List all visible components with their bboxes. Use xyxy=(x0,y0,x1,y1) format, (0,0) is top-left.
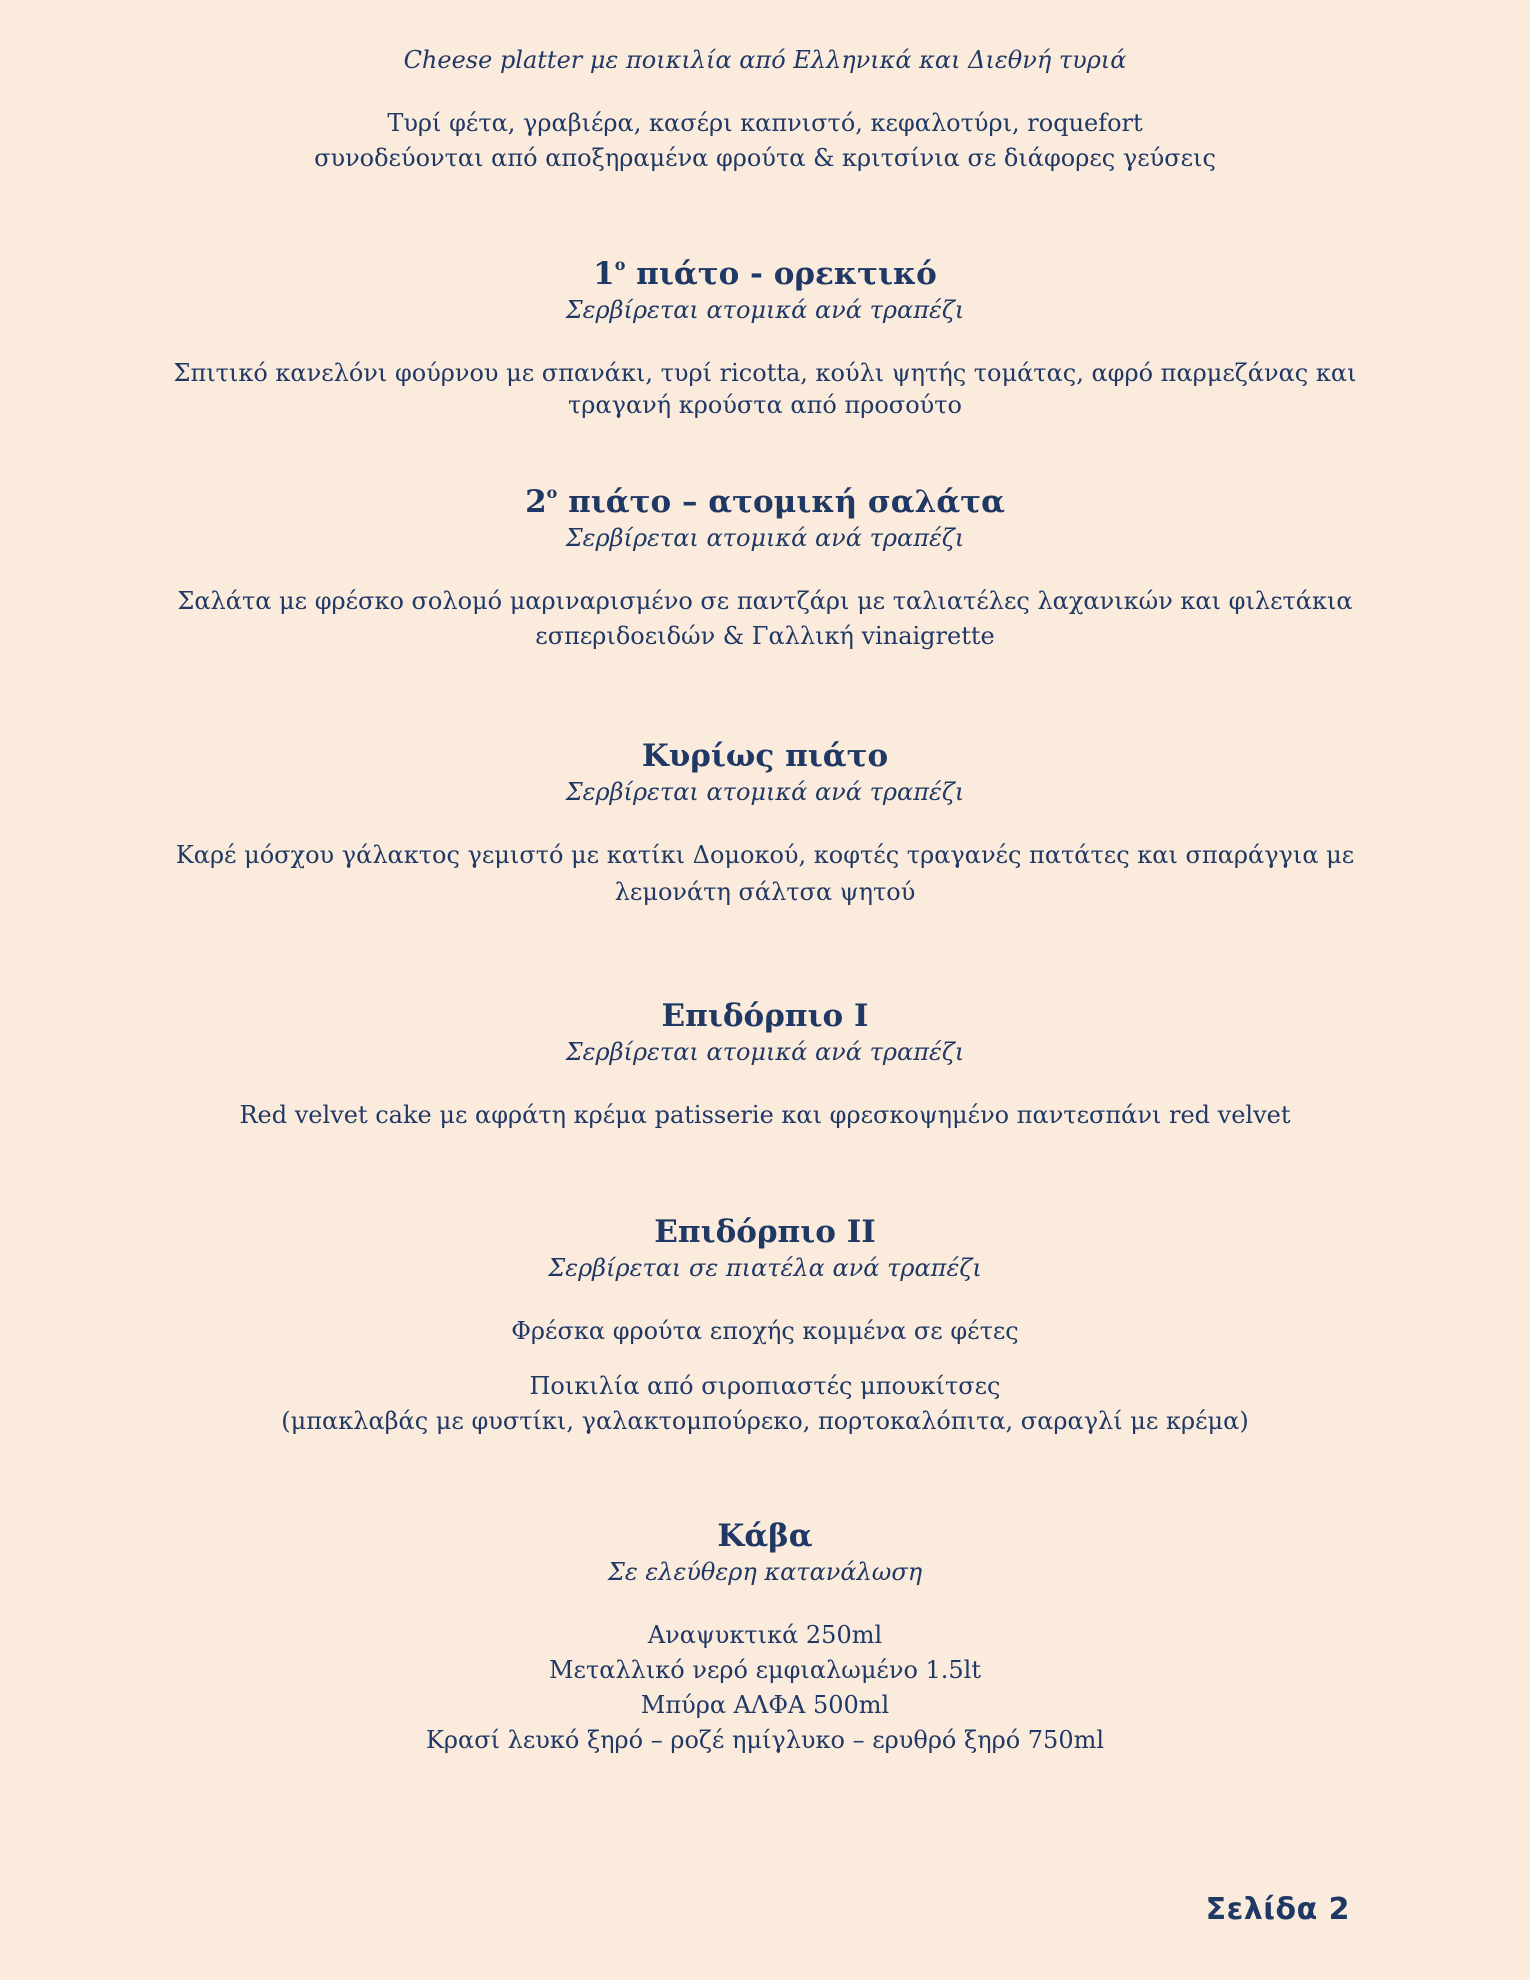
course-1-line-1: Σπιτικό κανελόνι φούρνου με σπανάκι, τυρί ricotta, κούλι ψητής τομάτας, αφρό παρμεζάνας και xyxy=(173,359,1357,387)
course-2-section xyxy=(150,482,1380,654)
dessert-1-section xyxy=(150,996,1380,1133)
course-2-title: $2^o$ πιάτο – ατομική σαλάτα xyxy=(525,483,1005,520)
course-2-line-1: Σαλάτα με φρέσκο σολομό μαριναρισμένο σε παντζάρι με ταλιατέλες λαχανικών και φιλετάκια xyxy=(177,587,1353,615)
cava-item: Αναψυκτικά 250ml xyxy=(647,1621,883,1649)
main-course-section xyxy=(150,736,1380,910)
cava-title: Κάβα xyxy=(717,1518,813,1554)
main-course-subtitle: Σερβίρεται ατομικά ανά τραπέζι xyxy=(565,778,965,806)
dessert-1-line-1: Red velvet cake με αφράτη κρέμα patisserie και φρεσκοψημένο παντεσπάνι red velvet xyxy=(239,1101,1291,1129)
dessert-2-subtitle: Σερβίρεται σε πιατέλα ανά τραπέζι xyxy=(548,1254,982,1282)
dessert-2-line-1: Φρέσκα φρούτα εποχής κομμένα σε φέτες xyxy=(511,1317,1019,1345)
cava-item: Μπύρα ΑΛΦΑ 500ml xyxy=(640,1691,890,1719)
cheese-line-2: συνοδεύονται από αποξηραμένα φρούτα & κριτσίνια σε διάφορες γεύσεις xyxy=(314,144,1216,172)
course-1-line-2: τραγανή κρούστα από προσούτο xyxy=(568,391,962,419)
course-1-title: $1^o$ πιάτο - ορεκτικό xyxy=(593,255,937,292)
course-1-subtitle: Σερβίρεται ατομικά ανά τραπέζι xyxy=(565,296,965,324)
cava-subtitle: Σε ελεύθερη κατανάλωση xyxy=(607,1558,923,1586)
dessert-2-line-2: Ποικιλία από σιροπιαστές μπουκίτσες xyxy=(529,1372,1001,1400)
main-course-title: Κυρίως πιάτο xyxy=(641,738,889,774)
dessert-2-section xyxy=(150,1212,1380,1439)
dessert-2-title: Επιδόρπιο ΙΙ xyxy=(654,1214,876,1250)
dessert-1-subtitle: Σερβίρεται ατομικά ανά τραπέζι xyxy=(565,1038,965,1066)
page-number: Σελίδα 2 xyxy=(1205,1892,1350,1927)
dessert-1-title: Επιδόρπιο Ι xyxy=(661,998,869,1034)
dessert-2-line-3: (μπακλαβάς με φυστίκι, γαλακτομπούρεκο, πορτοκαλόπιτα, σαραγλί με κρέμα) xyxy=(281,1407,1249,1435)
cheese-section xyxy=(150,44,1380,176)
course-2-line-2: εσπεριδοειδών & Γαλλική vinaigrette xyxy=(535,622,995,650)
cheese-line-1: Τυρί φέτα, γραβιέρα, κασέρι καπνιστό, κεφαλοτύρι, roquefort xyxy=(387,109,1143,137)
course-1-section xyxy=(150,254,1380,423)
cava-section xyxy=(150,1516,1380,1758)
main-course-line-2: λεμονάτη σάλτσα ψητού xyxy=(614,878,916,906)
cava-item: Κρασί λευκό ξηρό – ροζέ ημίγλυκο – ερυθρό ξηρό 750ml xyxy=(425,1726,1105,1754)
cava-item: Μεταλλικό νερό εμφιαλωμένο 1.5lt xyxy=(548,1656,982,1684)
main-course-line-1: Καρέ μόσχου γάλακτος γεμιστό με κατίκι Δομοκού, κοφτές τραγανές πατάτες και σπαράγγια με xyxy=(175,841,1355,869)
course-2-subtitle: Σερβίρεται ατομικά ανά τραπέζι xyxy=(565,524,965,552)
cheese-subtitle: Cheese platter με ποικιλία από Ελληνικά και Διεθνή τυριά xyxy=(403,46,1127,74)
